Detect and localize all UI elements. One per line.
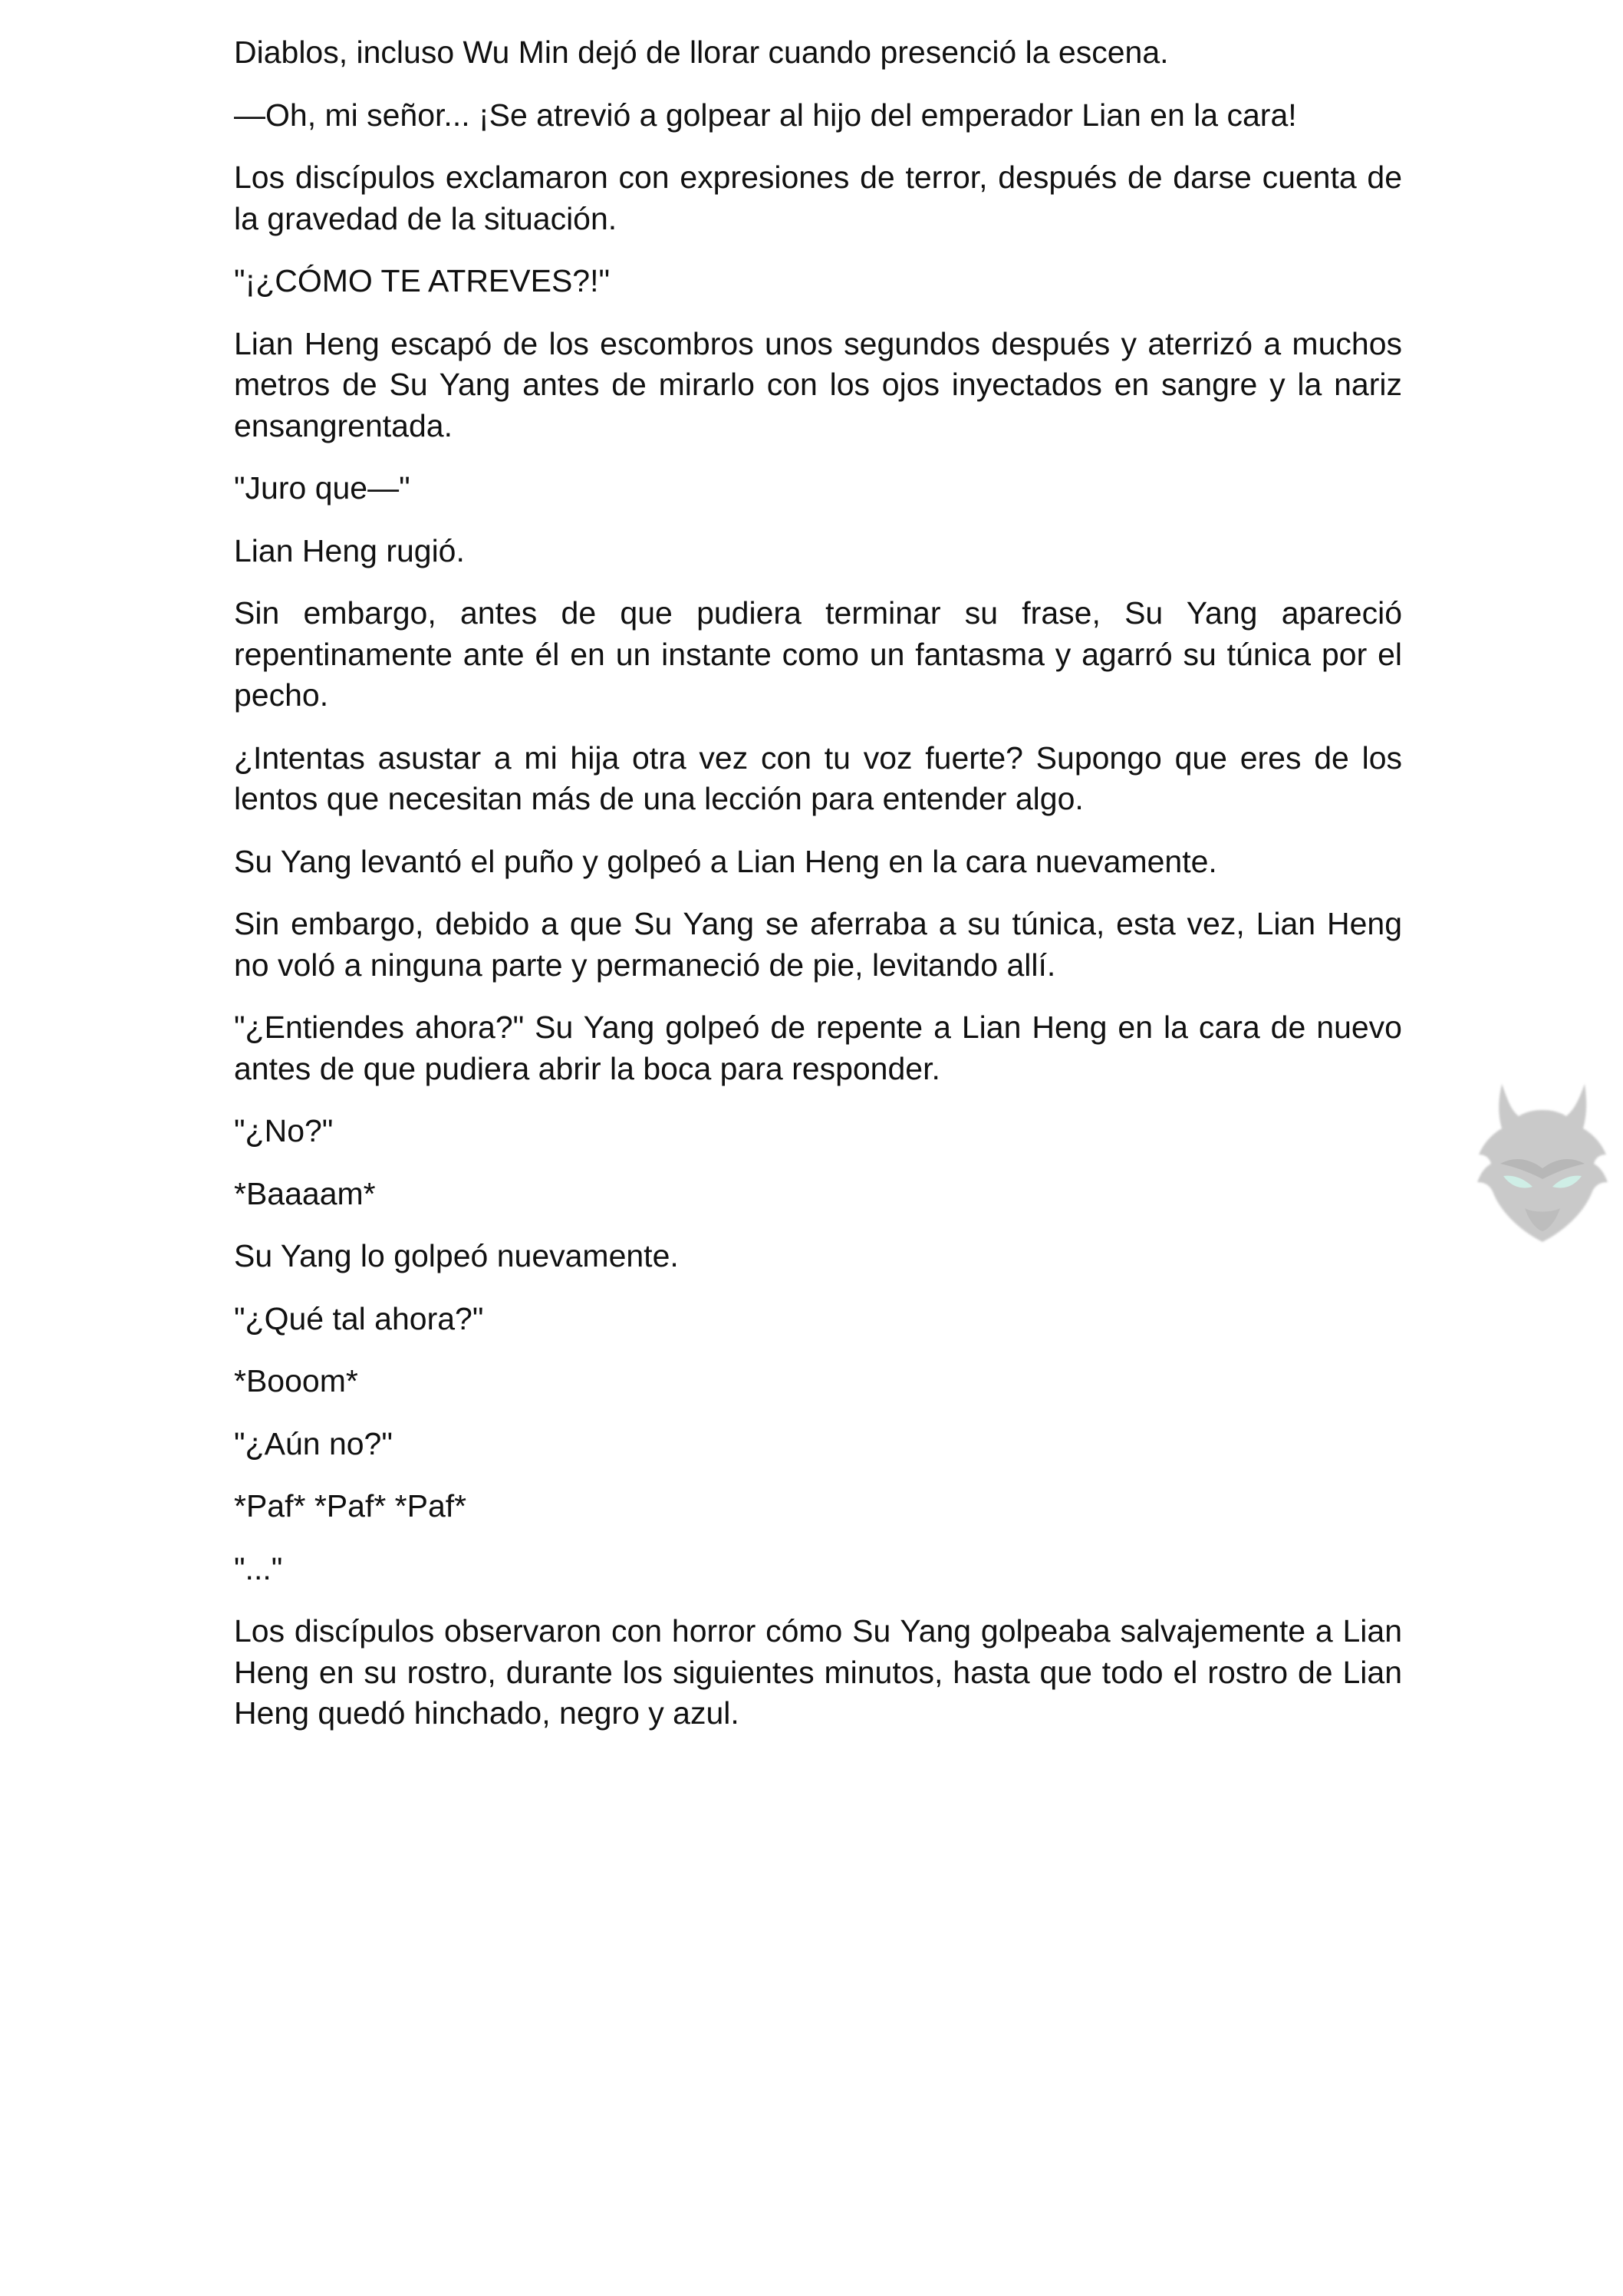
paragraph: —Oh, mi señor... ¡Se atrevió a golpear al hijo del emperador Lian en la cara!: [234, 97, 1297, 133]
paragraph: "¿Entiendes ahora?" Su Yang golpeó de repente a Lian Heng en la cara de nuevo antes de que pudiera abrir la boca para responder.: [234, 1010, 1402, 1086]
paragraph: Los discípulos exclamaron con expresiones de terror, después de darse cuenta de la gravedad de la situación.: [234, 160, 1402, 236]
paragraph: ¿Intentas asustar a mi hija otra vez con tu voz fuerte? Supongo que eres de los lentos que necesitan más de una lección para entender algo.: [234, 740, 1402, 816]
paragraph: Diablos, incluso Wu Min dejó de llorar cuando presenció la escena.: [234, 35, 1169, 70]
document-body: [234, 32, 1402, 1756]
paragraph: *Booom*: [234, 1363, 358, 1398]
paragraph: *Paf* *Paf* *Paf*: [234, 1488, 467, 1524]
paragraph: Lian Heng escapó de los escombros unos segundos después y aterrizó a muchos metros de Su Yang antes de mirarlo con los ojos inyectados en sangre y la nariz ensangrentada.: [234, 325, 1402, 443]
paragraph: "Juro que—": [234, 470, 410, 506]
paragraph: "¿Aún no?": [234, 1425, 393, 1461]
paragraph: "¿Qué tal ahora?": [234, 1300, 484, 1336]
paragraph: Los discípulos observaron con horror cómo Su Yang golpeaba salvajemente a Lian Heng en su rostro, durante los siguientes minutos, hasta que todo el rostro de Lian Heng quedó hinchado, negro y azul.: [234, 1613, 1402, 1731]
demon-mask-icon: [1471, 1078, 1614, 1248]
paragraph: Su Yang lo golpeó nuevamente.: [234, 1238, 679, 1273]
paragraph: "...": [234, 1550, 283, 1586]
paragraph: "¿No?": [234, 1113, 334, 1148]
paragraph: Sin embargo, antes de que pudiera terminar su frase, Su Yang apareció repentinamente ante él en un instante como un fantasma y agarró su túnica por el pecho.: [234, 595, 1402, 713]
paragraph: "¡¿CÓMO TE ATREVES?!": [234, 263, 611, 298]
paragraph: *Baaaam*: [234, 1175, 376, 1211]
paragraph: Sin embargo, debido a que Su Yang se aferraba a su túnica, esta vez, Lian Heng no voló a ninguna parte y permaneció de pie, levitando allí.: [234, 906, 1402, 983]
paragraph: Lian Heng rugió.: [234, 532, 465, 568]
paragraph: Su Yang levantó el puño y golpeó a Lian Heng en la cara nuevamente.: [234, 843, 1217, 879]
